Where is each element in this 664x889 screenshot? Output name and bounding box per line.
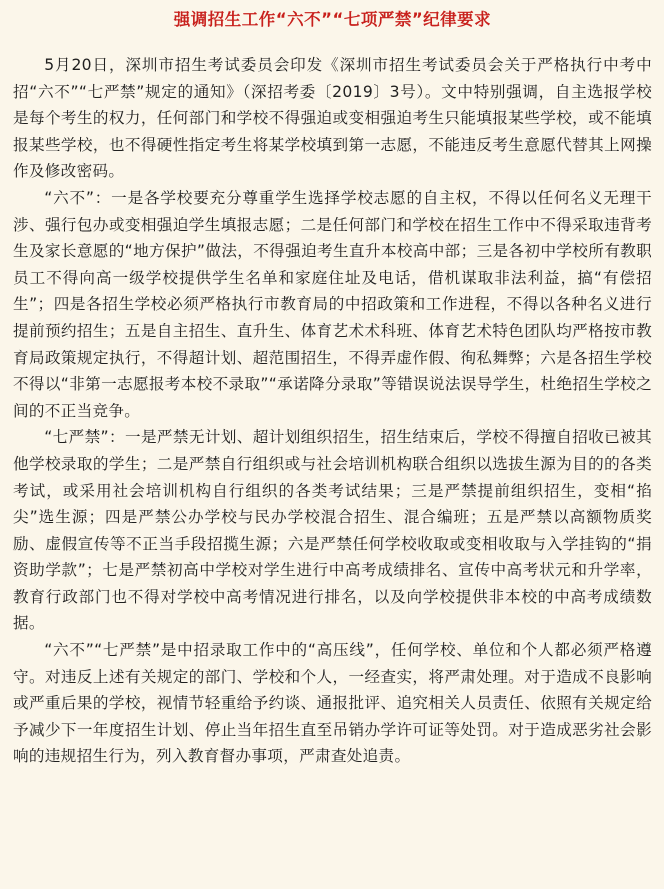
paragraph-seven-prohibitions: “七严禁”：一是严禁无计划、超计划组织招生，招生结束后，学校不得擅自招收已被其他学校录取的学生；二是严禁自行组织或与社会培训机构联合组织以选拔生源为目的的各类考试，或采用社会培训机构自行组织的各类考试结果；三是严禁提前组织招生，变相“掐尖”选生源；四是严禁公办学校与民办学校混合招生、混合编班；五是严禁以高额物质奖励、虚假宣传等不正当手段招揽生源；六是严禁任何学校收取或变相收取与入学挂钩的“捐资助学款”；七是严禁初高中学校对学生进行中高考成绩排名、宣传中高考状元和升学率，教育行政部门也不得对学校中高考情况进行排名，以及向学校提供非本校的中高考成绩数据。 (13, 428, 652, 633)
paragraph-intro: 5月20日，深圳市招生考试委员会印发《深圳市招生考试委员会关于严格执行中考中招“六不”“七严禁”规定的通知》（深招考委〔2019〕3号）。文中特别强调，自主选报学校是每个考生的权力，任何部门和学校不得强迫或变相强迫考生只能填报某些学校，或不能填报某些学校，也不得硬性指定考生将某学校填到第一志愿，不能违反考生意愿代替其上网操作及修改密码。 (13, 56, 652, 181)
document-title: 强调招生工作“六不”“七项严禁”纪律要求 (173, 10, 492, 29)
paragraph-enforcement: “六不”“七严禁”是中招录取工作中的“高压线”，任何学校、单位和个人都必须严格遵守。对违反上述有关规定的部门、学校和个人，一经查实，将严肃处理。对于造成不良影响或严重后果的学校，视情节轻重给予约谈、通报批评、追究相关人员责任、依照有关规定给予减少下一年度招生计划、停止当年招生直至吊销办学许可证等处罚。对于造成恶劣社会影响的违规招生行为，列入教育督办事项，严肃查处追责。 (13, 641, 652, 766)
paragraph-six-nos: “六不”：一是各学校要充分尊重学生选择学校志愿的自主权，不得以任何名义无理干涉、强行包办或变相强迫学生填报志愿；二是任何部门和学校在招生工作中不得采取违背考生及家长意愿的“地方保护”做法，不得强迫考生直升本校高中部；三是各初中学校所有教职员工不得向高一级学校提供学生名单和家庭住址及电话，借机谋取非法利益，搞“有偿招生”；四是各招生学校必须严格执行市教育局的中招政策和工作进程，不得以各种名义进行提前预约招生；五是自主招生、直升生、体育艺术术科班、体育艺术特色团队均严格按市教育局政策规定执行，不得超计划、超范围招生，不得弄虚作假、徇私舞弊；六是各招生学校不得以“非第一志愿报考本校不录取”“承诺降分录取”等错误说法误导学生，杜绝招生学校之间的不正当竞争。 (13, 188, 652, 420)
